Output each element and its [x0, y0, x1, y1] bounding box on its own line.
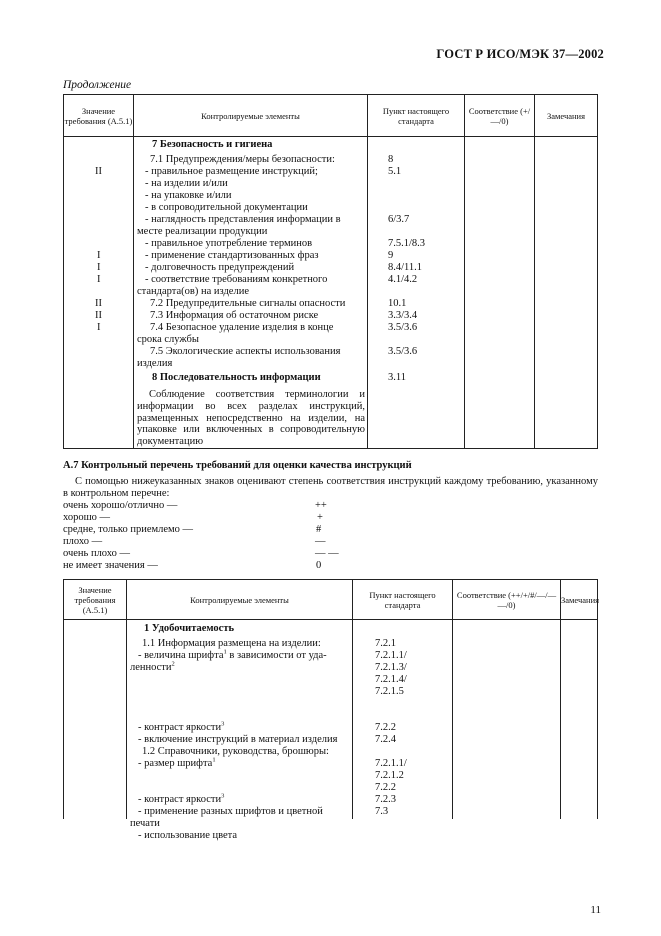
- requirement-value: II: [95, 298, 102, 309]
- header-elements: Контролируемые элементы: [134, 95, 368, 137]
- table-row: ленности$^2$: [130, 660, 175, 673]
- table-row: - величина шрифта$^1$ в зависимости от уда-: [138, 648, 327, 661]
- compliance-column: [453, 620, 561, 819]
- clause-ref: 7.2.2: [375, 782, 396, 793]
- header-value: Значение требования (A.5.1): [64, 95, 134, 137]
- compliance-column: [465, 137, 535, 449]
- table-row: - применение стандартизованных фраз: [145, 250, 319, 261]
- clause-ref: 7.2.1.1/: [375, 650, 407, 661]
- header-clause: Пункт настоящего стандарта: [368, 95, 465, 137]
- requirement-value: II: [95, 310, 102, 321]
- table-row: 7.1 Предупреждения/меры безопасности:: [150, 154, 335, 165]
- clause-ref: 7.2.4: [375, 734, 396, 745]
- scale-label: очень плохо —: [63, 548, 131, 559]
- table-row: - правильное размещение инструкций;: [145, 166, 318, 177]
- clause-ref: 5.1: [388, 166, 402, 177]
- clause-ref: 9: [388, 250, 394, 261]
- clause-ref: 7.2.3: [375, 794, 396, 805]
- table-row: 7.2 Предупредительные сигналы опасности: [150, 298, 346, 309]
- header-clause: Пункт настоящего стандарта: [353, 580, 453, 620]
- requirement-value: I: [97, 250, 101, 261]
- clause-ref: 7.2.1.1/: [375, 758, 407, 769]
- header-compliance: Соответствие (++/+/#/—/— —/0): [453, 580, 561, 620]
- clause-ref: 6/3.7: [388, 214, 410, 225]
- table-row: - долговечность предупреждений: [145, 262, 295, 273]
- table-row: месте реализации продукции: [137, 226, 268, 237]
- scale-sign: — —: [315, 548, 339, 559]
- scale-label: средне, только приемлемо —: [63, 524, 194, 535]
- scale-sign: 0: [316, 560, 322, 571]
- scale-label: хорошо —: [63, 512, 111, 523]
- header-compliance: Соответствие (+/—/0): [465, 95, 535, 137]
- section-8-title: 8 Последовательность информации: [152, 372, 321, 383]
- section-7-title: 7 Безопасность и гигиена: [152, 139, 273, 150]
- clause-ref: 3.5/3.6: [388, 346, 418, 357]
- clause-ref: 7.5.1/8.3: [388, 238, 426, 249]
- table-row: - соответствие требованиям конкретного: [145, 274, 328, 285]
- clause-ref: 7.3: [375, 806, 389, 817]
- table-row: - применение разных шрифтов и цветной: [138, 806, 323, 817]
- document-header: ГОСТ Р ИСО/МЭК 37—2002: [436, 47, 604, 61]
- checklist-table-2: [63, 579, 598, 819]
- header-notes: Замечания: [561, 580, 598, 620]
- table-row: 1.2 Справочники, руководства, брошюры:: [142, 746, 329, 757]
- requirement-value: I: [97, 262, 101, 273]
- clause-column: [368, 137, 465, 449]
- clause-ref: 7.2.1.3/: [375, 662, 407, 673]
- table-row: - использование цвета: [138, 830, 238, 841]
- scale-sign: +: [317, 512, 323, 523]
- page-number: 11: [590, 904, 601, 916]
- table-row: - на упаковке и/или: [145, 190, 232, 201]
- scale-sign: #: [316, 524, 322, 535]
- section-a7-intro: С помощью нижеуказанных знаков оценивают степень соответствия инструкций каждому требованию, указанному в контрольном перечне:: [63, 476, 598, 499]
- clause-ref: 7.2.2: [375, 722, 396, 733]
- section-8-paragraph: Соблюдение соответствия терминологии и информации во всех разделах инструкций, размещенных непосредственно на изделии, на упаковке или включенных в сопроводительную документацию: [137, 389, 365, 448]
- header-notes: Замечания: [535, 95, 598, 137]
- continuation-label: Продолжение: [63, 79, 132, 91]
- scale-sign: ++: [315, 500, 327, 511]
- notes-column: [561, 620, 598, 819]
- table-row: 7.5 Экологические аспекты использования: [150, 346, 341, 357]
- table-row: стандарта(ов) на изделие: [137, 286, 249, 297]
- table-row: - размер шрифта$^1$: [138, 756, 216, 769]
- table-row: - контраст яркости$^3$: [138, 720, 225, 733]
- requirement-value: II: [95, 166, 102, 177]
- notes-column: [535, 137, 598, 449]
- scale-label: очень хорошо/отлично —: [63, 500, 178, 511]
- table-row: 7.3 Информация об остаточном риске: [150, 310, 319, 321]
- clause-ref: 4.1/4.2: [388, 274, 418, 285]
- table-row: - включение инструкций в материал изделия: [138, 734, 338, 745]
- header-value: Значение требования (A.5.1): [64, 580, 127, 620]
- requirement-value: I: [97, 322, 101, 333]
- clause-ref: 3.11: [388, 372, 406, 383]
- table-row: - в сопроводительной документации: [145, 202, 308, 213]
- scale-label: плохо —: [63, 536, 103, 547]
- clause-ref: 7.2.1.5: [375, 686, 404, 697]
- scale-sign: —: [315, 536, 326, 547]
- table-row: - правильное употребление терминов: [145, 238, 313, 249]
- clause-ref: 7.2.1.4/: [375, 674, 407, 685]
- clause-ref: 7.2.1.2: [375, 770, 404, 781]
- table-row: 1.1 Информация размещена на изделии:: [142, 638, 321, 649]
- clause-ref: 7.2.1: [375, 638, 396, 649]
- clause-ref: 10.1: [388, 298, 407, 309]
- table-row: - на изделии и/или: [145, 178, 228, 189]
- header-elements: Контролируемые элементы: [127, 580, 353, 620]
- table-row: - наглядность представления информации в: [145, 214, 341, 225]
- table-row: 7.4 Безопасное удаление изделия в конце: [150, 322, 334, 333]
- table-row: срока службы: [137, 334, 199, 345]
- clause-ref: 8: [388, 154, 394, 165]
- clause-ref: 8.4/11.1: [388, 262, 423, 273]
- clause-ref: 3.3/3.4: [388, 310, 418, 321]
- section-1-title: 1 Удобочитаемость: [144, 623, 235, 634]
- requirement-value: I: [97, 274, 101, 285]
- table-row: - контраст яркости$^3$: [138, 792, 225, 805]
- value-column: [64, 620, 127, 819]
- section-a7-title: А.7 Контрольный перечень требований для оценки качества инструкций: [63, 460, 412, 471]
- clause-ref: 3.5/3.6: [388, 322, 418, 333]
- scale-label: не имеет значения —: [63, 560, 158, 571]
- table-row: печати: [130, 818, 160, 829]
- table-row: изделия: [137, 358, 173, 369]
- value-column: [64, 137, 134, 449]
